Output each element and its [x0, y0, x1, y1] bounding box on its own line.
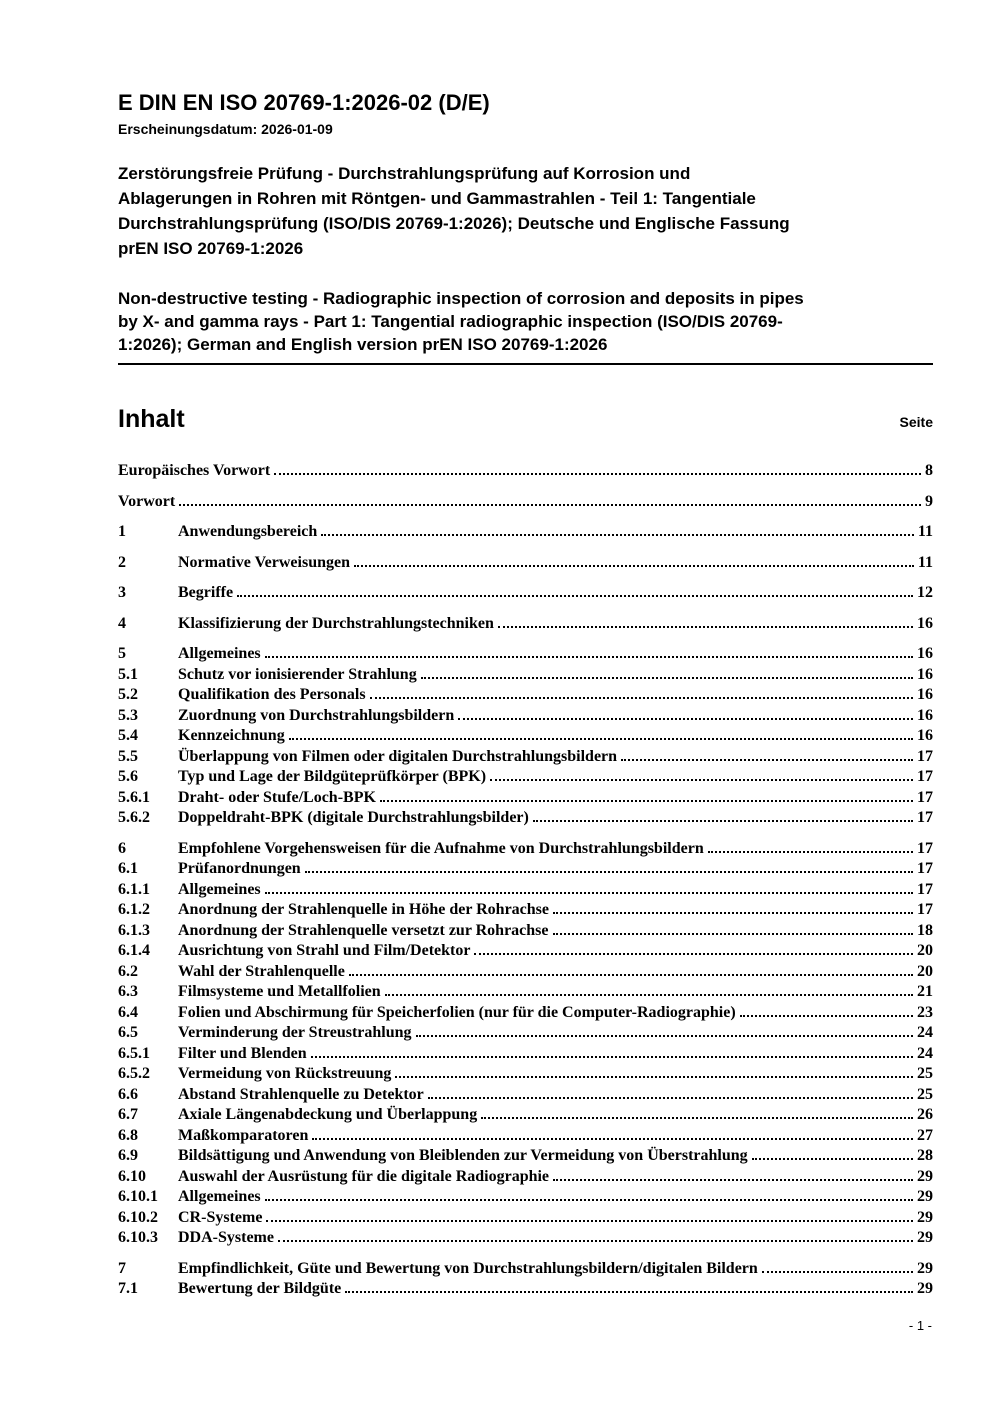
toc-leader-dots	[553, 912, 913, 914]
toc-entry-page: 17	[917, 788, 933, 806]
toc-leader-dots	[498, 626, 913, 628]
toc-entry-number: 7	[118, 1259, 126, 1277]
toc-entry-title: Überlappung von Filmen oder digitalen Durchstrahlungsbildern	[178, 747, 618, 765]
toc-entry-page: 28	[917, 1147, 933, 1164]
toc-entry-page: 11	[917, 523, 933, 540]
toc-entry-title: Normative Verweisungen	[178, 553, 350, 571]
toc-leader-dots	[321, 534, 914, 536]
toc-leader-dots	[380, 800, 913, 802]
toc-entry	[118, 941, 933, 962]
toc-entry	[118, 461, 933, 482]
toc-leader-dots	[289, 738, 913, 740]
toc-entry	[118, 583, 933, 604]
toc-entry-number: 5.6	[118, 768, 138, 785]
toc-entry	[118, 1064, 933, 1085]
toc-entry-title: Verminderung der Streustrahlung	[178, 1024, 412, 1041]
toc-entry	[118, 1003, 933, 1024]
toc-leader-dots	[621, 759, 913, 761]
toc-entry-number: 6.1.3	[118, 921, 150, 939]
toc-group	[118, 461, 933, 482]
toc-leader-dots	[312, 1138, 913, 1140]
toc-entry-number: 5.5	[118, 747, 138, 765]
toc-entry-page: 29	[917, 1208, 933, 1226]
toc-entry	[118, 644, 933, 665]
toc-entry-page: 11	[917, 553, 933, 571]
toc-entry	[118, 982, 933, 1003]
toc-entry-page: 8	[925, 462, 933, 479]
toc-entry	[118, 839, 933, 860]
title-english-line: by X- and gamma rays - Part 1: Tangential radiographic inspection (ISO/DIS 20769-	[118, 312, 783, 331]
toc-entry-number: 1	[118, 523, 126, 540]
toc-entry-title: Klassifizierung der Durchstrahlungstechniken	[178, 614, 494, 632]
toc-group	[118, 839, 933, 1249]
toc-entry-page: 29	[917, 1280, 933, 1297]
toc-entry-number: 3	[118, 584, 126, 601]
toc-leader-dots	[385, 994, 913, 996]
toc-leader-dots	[237, 595, 913, 597]
toc-entry-title: Wahl der Strahlenquelle	[178, 962, 345, 980]
toc-entry-page: 16	[917, 706, 933, 724]
toc-entry-page: 26	[917, 1106, 933, 1123]
toc-page-column-label: Seite	[899, 414, 933, 430]
toc-leader-dots	[416, 1035, 913, 1037]
toc-entry-title: Folien und Abschirmung für Speicherfolien (nur für die Computer-Radiographie)	[178, 1003, 736, 1021]
toc-group	[118, 553, 933, 574]
toc-entry-title: Allgemeines	[178, 1188, 261, 1205]
toc-entry-number: 6.8	[118, 1126, 138, 1144]
toc-entry-number: 6.7	[118, 1106, 138, 1123]
title-english-line: Non-destructive testing - Radiographic inspection of corrosion and deposits in pipes	[118, 289, 804, 308]
doc-number: E DIN EN ISO 20769-1:2026-02 (D/E)	[118, 90, 490, 115]
toc-entry-number: 6	[118, 839, 126, 857]
toc-entry-title: Maßkomparatoren	[178, 1126, 309, 1144]
toc-group	[118, 1259, 933, 1300]
toc-entry	[118, 880, 933, 901]
toc-entry-page: 25	[917, 1085, 933, 1103]
toc-entry-number: 6.5.2	[118, 1065, 150, 1082]
title-english-line: 1:2026); German and English version prEN ISO 20769-1:2026	[118, 335, 608, 354]
toc-leader-dots	[458, 718, 913, 720]
toc-entry-page: 16	[917, 665, 933, 683]
toc-entry-number: 5.4	[118, 727, 138, 744]
toc-entry	[118, 1208, 933, 1229]
toc-entry-page: 17	[917, 747, 933, 765]
page-content	[118, 0, 933, 1310]
toc-entry-title: Empfohlene Vorgehensweisen für die Aufnahme von Durchstrahlungsbildern	[178, 839, 704, 857]
toc-entry	[118, 665, 933, 686]
toc-leader-dots	[481, 1117, 913, 1119]
toc-entry-title: Begriffe	[178, 584, 234, 601]
toc-entry-number: 6.4	[118, 1003, 138, 1021]
toc-entry-title: Auswahl der Ausrüstung für die digitale Radiographie	[178, 1167, 550, 1185]
divider-rule	[118, 363, 933, 365]
toc-leader-dots	[265, 1199, 913, 1201]
toc-leader-dots	[395, 1076, 913, 1078]
toc-entry-page: 16	[917, 614, 933, 632]
toc-entry	[118, 522, 933, 543]
title-english	[118, 287, 933, 356]
toc-group	[118, 644, 933, 829]
toc-entry-page: 24	[917, 1024, 933, 1041]
toc-entry	[118, 1228, 933, 1249]
toc-entry	[118, 788, 933, 809]
toc-entry-page: 17	[917, 768, 933, 785]
title-german	[118, 161, 933, 261]
toc-leader-dots	[708, 851, 913, 853]
toc-entry-title: Axiale Längenabdeckung und Überlappung	[178, 1106, 478, 1123]
toc-entry	[118, 1126, 933, 1147]
toc-leader-dots	[349, 974, 913, 976]
toc-entry	[118, 614, 933, 635]
toc-entry-page: 18	[917, 921, 933, 939]
toc-entry-number: 6.10.1	[118, 1188, 158, 1205]
toc-entry-page: 20	[917, 942, 933, 959]
toc-group	[118, 522, 933, 543]
toc-entry	[118, 1279, 933, 1300]
toc-entry-number: 5.6.2	[118, 809, 150, 826]
toc-entry-title: Zuordnung von Durchstrahlungsbildern	[178, 706, 455, 724]
toc-leader-dots	[752, 1158, 913, 1160]
toc-leader-dots	[553, 1179, 913, 1181]
toc-entry-number: 6.10.2	[118, 1208, 158, 1226]
toc-entry	[118, 1259, 933, 1280]
toc-entry-title: Anwendungsbereich	[178, 523, 318, 540]
toc-entry	[118, 685, 933, 706]
toc-leader-dots	[370, 697, 913, 699]
toc-entry-page: 24	[917, 1044, 933, 1062]
toc-leader-dots	[762, 1271, 913, 1273]
toc-entry-page: 17	[917, 880, 933, 898]
toc-entry-page: 16	[917, 727, 933, 744]
toc-entry-number: 7.1	[118, 1280, 138, 1297]
toc-entry-number: 6.6	[118, 1085, 138, 1103]
toc-entry	[118, 706, 933, 727]
toc-entry-title: Anordnung der Strahlenquelle in Höhe der Rohrachse	[178, 901, 550, 918]
toc-entry	[118, 1146, 933, 1167]
toc-entry	[118, 1187, 933, 1208]
toc-entry-number: 6.5.1	[118, 1044, 150, 1062]
toc-entry-page: 17	[917, 901, 933, 918]
toc-entry	[118, 808, 933, 829]
toc-entry	[118, 1044, 933, 1065]
toc-entry-page: 20	[917, 962, 933, 980]
title-german-line: Ablagerungen in Rohren mit Röntgen- und Gammastrahlen - Teil 1: Tangentiale	[118, 189, 756, 208]
toc-entry	[118, 921, 933, 942]
toc-leader-dots	[266, 1220, 913, 1222]
toc-entry-number: 6.1.1	[118, 880, 150, 898]
toc-entry-title: DDA-Systeme	[178, 1229, 274, 1246]
toc-entry-number: 6.5	[118, 1024, 138, 1041]
toc-entry-number: 6.1	[118, 860, 138, 877]
toc-entry-title: Vermeidung von Rückstreuung	[178, 1065, 392, 1082]
toc-entry	[118, 726, 933, 747]
toc-entry-title: Filter und Blenden	[178, 1044, 307, 1062]
title-german-line: Durchstrahlungsprüfung (ISO/DIS 20769-1:2026); Deutsche und Englische Fassung	[118, 214, 790, 233]
toc-entry	[118, 1023, 933, 1044]
toc-entry-title: Empfindlichkeit, Güte und Bewertung von Durchstrahlungsbildern/digitalen Bildern	[178, 1259, 758, 1277]
toc-entry-page: 27	[917, 1126, 933, 1144]
toc-entry-title: Doppeldraht-BPK (digitale Durchstrahlungsbilder)	[178, 809, 529, 826]
toc-entry-number: 6.9	[118, 1147, 138, 1164]
toc-entry	[118, 553, 933, 574]
toc-header	[118, 405, 933, 434]
toc-entry-page: 29	[917, 1167, 933, 1185]
toc-entry-title: Europäisches Vorwort	[118, 462, 271, 479]
toc-entry-page: 9	[925, 492, 933, 510]
toc-entry-number: 5	[118, 645, 126, 662]
toc-entry	[118, 859, 933, 880]
toc-entry-title: Schutz vor ionisierender Strahlung	[178, 665, 417, 683]
toc-entry-number: 6.3	[118, 983, 138, 1000]
toc-entry-number: 6.2	[118, 962, 138, 980]
toc-entry-number: 5.3	[118, 706, 138, 724]
toc-entry-title: CR-Systeme	[178, 1208, 263, 1226]
toc-entry-page: 12	[917, 584, 933, 601]
toc-leader-dots	[740, 1015, 913, 1017]
toc-entry	[118, 492, 933, 513]
title-german-line: prEN ISO 20769-1:2026	[118, 239, 304, 258]
toc-entry-title: Prüfanordnungen	[178, 860, 301, 877]
toc-entry-title: Allgemeines	[178, 880, 261, 898]
toc-entry-number: 5.6.1	[118, 788, 150, 806]
toc-leader-dots	[553, 933, 913, 935]
toc-leader-dots	[354, 565, 914, 567]
toc-entry-title: Bewertung der Bildgüte	[178, 1280, 342, 1297]
toc-entry-page: 21	[917, 983, 933, 1000]
toc-group	[118, 614, 933, 635]
toc-leader-dots	[265, 892, 913, 894]
title-german-line: Zerstörungsfreie Prüfung - Durchstrahlungsprüfung auf Korrosion und	[118, 164, 691, 183]
toc-entry-page: 25	[917, 1065, 933, 1082]
toc-entry-page: 17	[917, 839, 933, 857]
toc-entry-page: 17	[917, 860, 933, 877]
toc-leader-dots	[428, 1097, 913, 1099]
toc-leader-dots	[278, 1240, 913, 1242]
toc-entry-page: 17	[917, 809, 933, 826]
toc-leader-dots	[305, 871, 913, 873]
table-of-contents	[118, 461, 933, 1300]
toc-entry-title: Typ und Lage der Bildgüteprüfkörper (BPK)	[178, 768, 487, 785]
toc-entry-number: 5.2	[118, 686, 138, 703]
toc-entry-number: 2	[118, 553, 126, 571]
toc-entry-title: Abstand Strahlenquelle zu Detektor	[178, 1085, 424, 1103]
toc-leader-dots	[311, 1056, 913, 1058]
toc-entry-title: Anordnung der Strahlenquelle versetzt zur Rohrachse	[178, 921, 549, 939]
toc-leader-dots	[345, 1291, 913, 1293]
toc-entry-number: 6.10	[118, 1167, 146, 1185]
toc-entry-page: 16	[917, 686, 933, 703]
toc-leader-dots	[179, 504, 921, 506]
toc-entry-page: 29	[917, 1188, 933, 1205]
toc-leader-dots	[265, 656, 913, 658]
toc-entry-title: Draht- oder Stufe/Loch-BPK	[178, 788, 376, 806]
toc-entry-page: 29	[917, 1259, 933, 1277]
toc-leader-dots	[474, 953, 913, 955]
publication-date: Erscheinungsdatum: 2026-01-09	[118, 121, 333, 137]
toc-entry-title: Allgemeines	[178, 645, 261, 662]
toc-entry-title: Qualifikation des Personals	[178, 686, 366, 703]
toc-group	[118, 492, 933, 513]
toc-entry-number: 4	[118, 614, 126, 632]
toc-leader-dots	[533, 820, 913, 822]
toc-entry	[118, 900, 933, 921]
toc-entry	[118, 962, 933, 983]
toc-entry-title: Kennzeichnung	[178, 727, 285, 744]
toc-entry	[118, 1167, 933, 1188]
toc-entry-number: 6.1.2	[118, 901, 150, 918]
toc-leader-dots	[421, 677, 913, 679]
toc-leader-dots	[490, 779, 913, 781]
toc-entry	[118, 767, 933, 788]
toc-entry-number: 6.10.3	[118, 1229, 158, 1246]
toc-entry-number: 5.1	[118, 665, 138, 683]
toc-entry-title: Vorwort	[118, 492, 176, 510]
toc-entry	[118, 1105, 933, 1126]
toc-entry-title: Filmsysteme und Metallfolien	[178, 983, 381, 1000]
toc-entry	[118, 747, 933, 768]
toc-entry	[118, 1085, 933, 1106]
page-number-footer: - 1 -	[908, 1318, 932, 1333]
toc-entry-title: Bildsättigung und Anwendung von Bleiblenden zur Vermeidung von Überstrahlung	[178, 1147, 748, 1164]
toc-entry-page: 23	[917, 1003, 933, 1021]
toc-entry-page: 16	[917, 645, 933, 662]
toc-heading: Inhalt	[118, 405, 185, 433]
toc-group	[118, 583, 933, 604]
toc-entry-page: 29	[917, 1229, 933, 1246]
toc-entry-title: Ausrichtung von Strahl und Film/Detektor	[178, 942, 471, 959]
toc-leader-dots	[274, 473, 921, 475]
toc-entry-number: 6.1.4	[118, 942, 150, 959]
